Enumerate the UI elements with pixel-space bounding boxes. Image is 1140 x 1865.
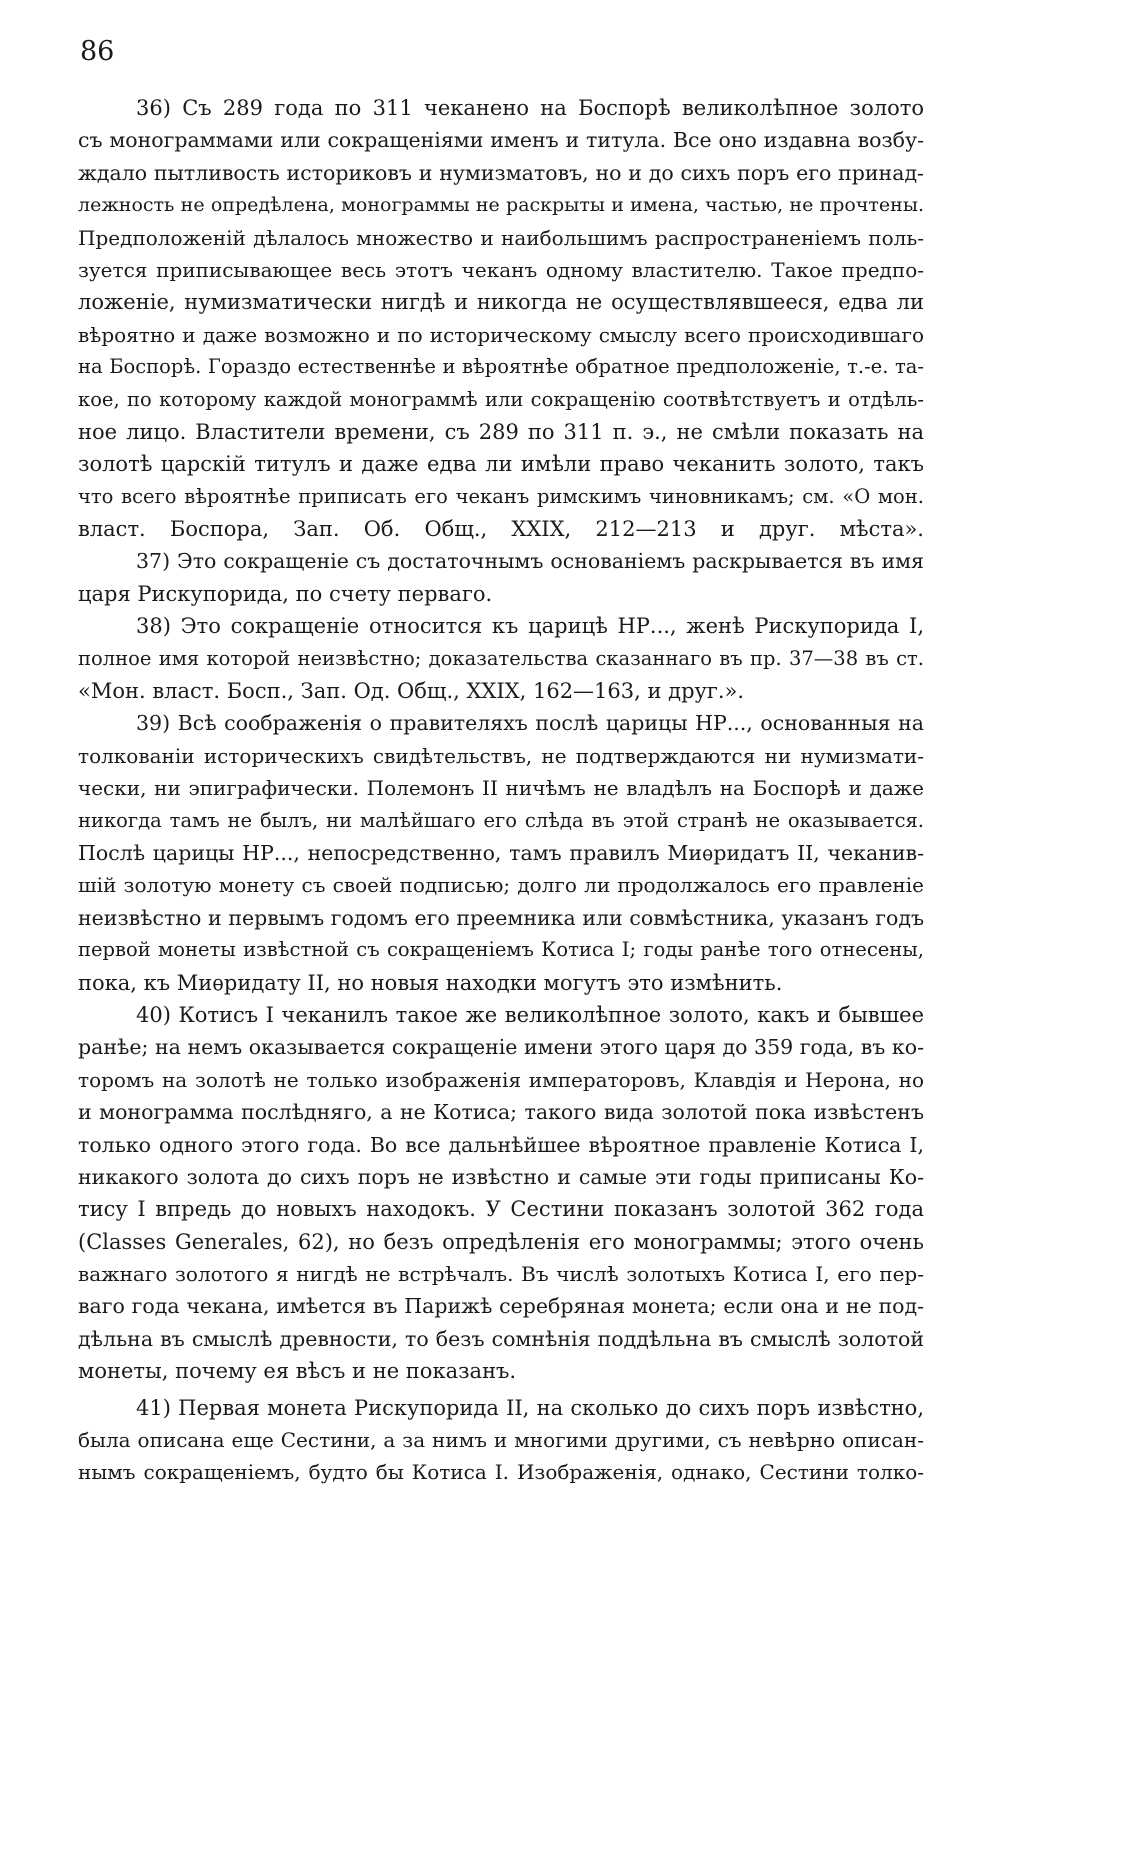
- text-line: власт. Боспора, Зап. Об. Общ., XXIX, 212—213 и друг. мѣста».: [78, 517, 924, 542]
- text-line: что всего вѣроятнѣе приписать его чеканъ римскимъ чиновникамъ; см. «О мон.: [78, 484, 924, 508]
- text-line: золотѣ царскій титулъ и даже едва ли имѣли право чеканить золото, такъ: [78, 452, 924, 477]
- text-line: 39) Всѣ соображенія о правителяхъ послѣ царицы НР..., основанныя на: [136, 711, 924, 736]
- note-37: [78, 545, 924, 610]
- page-number: 86: [80, 36, 115, 67]
- text-line: никогда тамъ не былъ, ни малѣйшаго его слѣда въ этой странѣ не оказывается.: [78, 808, 924, 832]
- text-line: только одного этого года. Во все дальнѣйшее вѣроятное правленіе Котиса I,: [78, 1132, 924, 1157]
- text-line: вѣроятно и даже возможно и по историческому смыслу всего происходившаго: [78, 322, 924, 347]
- text-line: «Мон. власт. Босп., Зап. Од. Общ., XXIX, 162—163, и друг.».: [78, 679, 745, 704]
- text-line: и монограмма послѣдняго, а не Котиса; такого вида золотой пока извѣстенъ: [78, 1100, 924, 1125]
- note-40: [78, 999, 924, 1388]
- text-line: на Боспорѣ. Гораздо естественнѣе и вѣроятнѣе обратное предположеніе, т.-е. та-: [78, 355, 924, 379]
- text-line: тису I впредь до новыхъ находокъ. У Сестини показанъ золотой 362 года: [78, 1197, 924, 1222]
- note-36: [78, 92, 924, 545]
- text-line: зуется приписывающее весь этотъ чеканъ одному властителю. Такое предпо-: [78, 257, 924, 282]
- text-line: была описана еще Сестини, а за нимъ и многими другими, съ невѣрно описан-: [78, 1428, 924, 1453]
- note-39: [78, 707, 924, 999]
- notes-body: [78, 92, 924, 1489]
- text-line: ваго года чекана, имѣется въ Парижѣ серебряная монета; если она и не под-: [78, 1294, 924, 1319]
- text-line: съ монограммами или сокращеніями именъ и титула. Все оно издавна возбу-: [78, 128, 924, 153]
- text-line: шій золотую монету съ своей подписью; долго ли продолжалось его правленіе: [78, 873, 924, 898]
- text-line: важнаго золотого я нигдѣ не встрѣчалъ. Въ числѣ золотыхъ Котиса I, его пер-: [78, 1262, 924, 1287]
- text-line: 41) Первая монета Рискупорида II, на сколько до сихъ поръ извѣстно,: [136, 1395, 924, 1420]
- text-line: чески, ни эпиграфически. Полемонъ II ничѣмъ не владѣлъ на Боспорѣ и даже: [78, 776, 924, 801]
- text-line: 38) Это сокращеніе относится къ царицѣ НР..., женѣ Рискупорида I,: [136, 614, 924, 639]
- text-line: ложеніе, нумизматически нигдѣ и никогда не осуществлявшееся, едва ли: [78, 290, 924, 315]
- text-line: монеты, почему ея вѣсъ и не показанъ.: [78, 1359, 517, 1384]
- text-line: 40) Котисъ I чеканилъ такое же великолѣпное золото, какъ и бывшее: [136, 1002, 924, 1027]
- text-line: 36) Съ 289 года по 311 чеканено на Боспорѣ великолѣпное золото: [136, 96, 924, 120]
- text-line: полное имя которой неизвѣстно; доказательства сказаннаго въ пр. 37—38 въ ст.: [78, 646, 924, 670]
- text-line: нымъ сокращеніемъ, будто бы Котиса I. Изображенія, однако, Сестини толко-: [78, 1460, 924, 1485]
- text-line: ранѣе; на немъ оказывается сокращеніе имени этого царя до 359 года, въ ко-: [78, 1035, 924, 1060]
- text-line: неизвѣстно и первымъ годомъ его преемника или совмѣстника, указанъ годъ: [78, 905, 924, 930]
- note-38: [78, 610, 924, 707]
- text-line: (Classes Generales, 62), но безъ опредѣленія его монограммы; этого очень: [78, 1229, 924, 1254]
- text-line: Послѣ царицы НР..., непосредственно, тамъ правилъ Миѳридатъ II, чеканив-: [78, 840, 924, 865]
- text-line: толкованіи историческихъ свидѣтельствъ, не подтверждаются ни нумизмати-: [78, 743, 924, 768]
- text-line: никакого золота до сихъ поръ не извѣстно и самые эти годы приписаны Ко-: [78, 1164, 924, 1189]
- text-line: пока, къ Миѳридату II, но новыя находки могутъ это измѣнить.: [78, 970, 783, 995]
- text-line: ное лицо. Властители времени, съ 289 по 311 п. э., не смѣли показать на: [78, 419, 924, 444]
- text-line: ждало пытливость историковъ и нумизматовъ, но и до сихъ поръ его принад-: [78, 160, 924, 185]
- text-line: кое, по которому каждой монограммѣ или сокращенію соотвѣтствуетъ и отдѣль-: [78, 387, 924, 411]
- text-line: дѣльна въ смыслѣ древности, то безъ сомнѣнія поддѣльна въ смыслѣ золотой: [78, 1326, 924, 1351]
- text-line: царя Рискупорида, по счету перваго.: [78, 581, 493, 606]
- text-line: торомъ на золотѣ не только изображенія императоровъ, Клавдія и Нерона, но: [78, 1067, 924, 1092]
- text-line: лежность не опредѣлена, монограммы не раскрыты и имена, частью, не прочтены.: [78, 194, 924, 217]
- text-line: Предположеній дѣлалось множество и наибольшимъ распространеніемъ поль-: [78, 225, 924, 250]
- text-line: 37) Это сокращеніе съ достаточнымъ основаніемъ раскрывается въ имя: [136, 549, 924, 574]
- text-line: первой монеты извѣстной съ сокращеніемъ Котиса I; годы ранѣе того отнесены,: [78, 938, 924, 962]
- note-41: [78, 1392, 924, 1489]
